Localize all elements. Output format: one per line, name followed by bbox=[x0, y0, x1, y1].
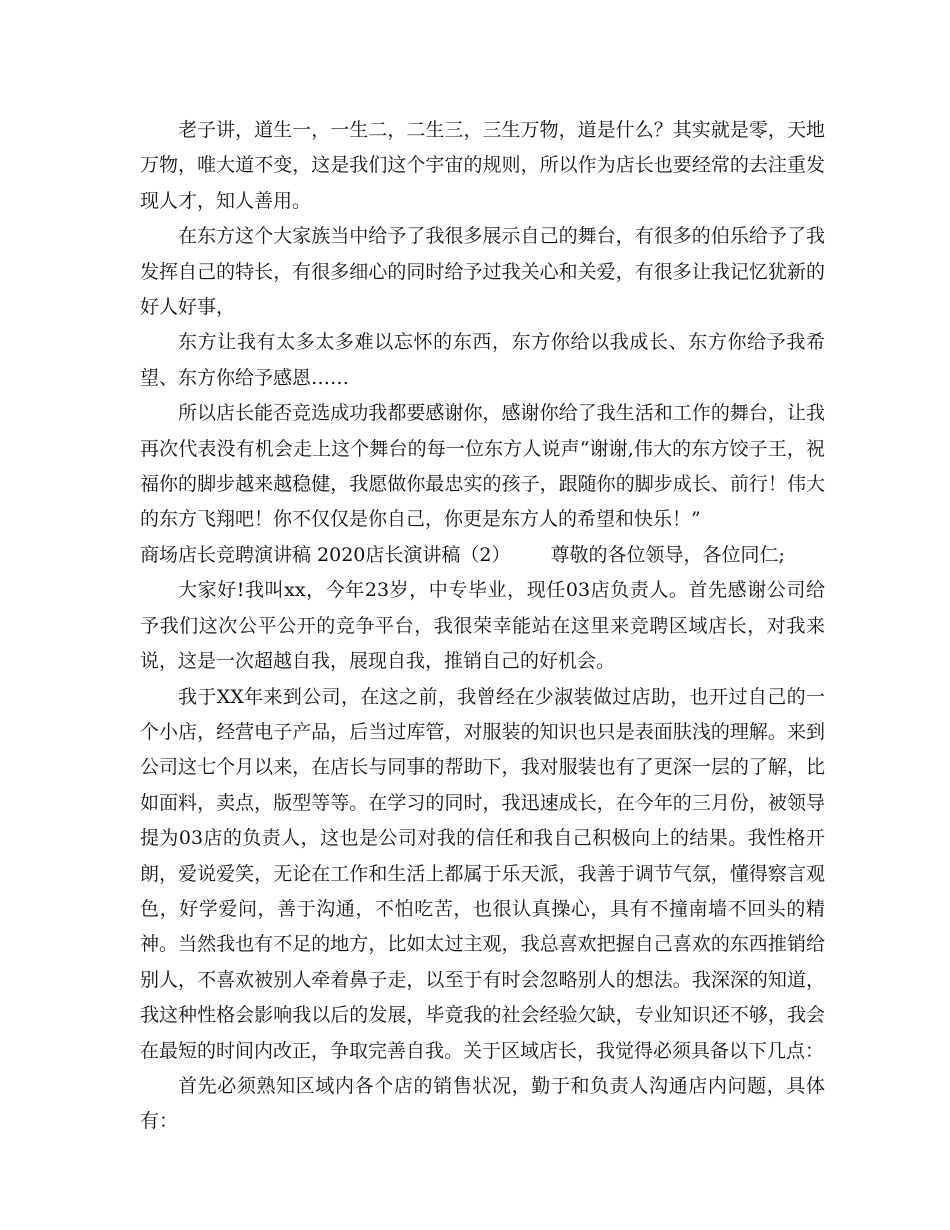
document-body bbox=[140, 113, 825, 1140]
salutation: 尊敬的各位领导，各位同仁; bbox=[550, 543, 785, 566]
section-title: 商场店长竞聘演讲稿 2020店长演讲稿（2） bbox=[140, 543, 511, 566]
section-title-line bbox=[140, 538, 825, 573]
paragraph: 老子讲，道生一，一生二，二生三，三生万物，道是什么？其实就是零，天地万物，唯大道不变，这是我们这个宇宙的规则，所以作为店长也要经常的去注重发现人才，知人善用。 bbox=[140, 119, 825, 212]
paragraph: 所以店长能否竞选成功我都要感谢你，感谢你给了我生活和工作的舞台，让我再次代表没有机会走上这个舞台的每一位东方人说声“谢谢,伟大的东方饺子王，祝福你的脚步越来越稳健，我愿做你最忠实的孩子，跟随你的脚步成长、前行！伟大的东方飞翔吧！你不仅仅是你自己，你更是东方人的希望和快乐！” bbox=[140, 402, 825, 531]
paragraph: 在东方这个大家族当中给予了我很多展示自己的舞台，有很多的伯乐给予了我发挥自己的特长，有很多细心的同时给予过我关心和关爱，有很多让我记忆犹新的好人好事， bbox=[140, 225, 825, 319]
paragraph: 大家好!我叫xx，今年23岁，中专毕业，现任03店负责人。首先感谢公司给予我们这次公平公开的竞争平台，我很荣幸能站在这里来竞聘区域店长，对我来说，这是一次超越自我，展现自我，推销自己的好机会。 bbox=[140, 579, 825, 673]
paragraph: 首先必须熟知区域内各个店的销售状况，勤于和负责人沟通店内问题，具体有： bbox=[140, 1074, 825, 1133]
paragraph: 我于XX年来到公司，在这之前，我曾经在少淑装做过店助，也开过自己的一个小店，经营电子产品，后当过库管，对服装的知识也只是表面肤浅的理解。来到公司这七个月以来，在店长与同事的帮助下，我对服装也有了更深一层的了解，比如面料，卖点，版型等等。在学习的同时，我迅速成长，在今年的三月份，被领导提为03店的负责人，这也是公司对我的信任和我自己积极向上的结果。我性格开朗，爱说爱笑，无论在工作和生活上都属于乐天派，我善于调节气氛，懂得察言观色，好学爱问，善于沟通，不怕吃苦，也很认真操心，具有不撞南墙不回头的精神。当然我也有不足的地方，比如太过主观，我总喜欢把握自己喜欢的东西推销给别人，不喜欢被别人牵着鼻子走，以至于有时会忽略别人的想法。我深深的知道，我这种性格会影响我以后的发展，毕竟我的社会经验欠缺，专业知识还不够，我会在最短的时间内改正，争取完善自我。关于区域店长，我觉得必须具备以下几点： bbox=[140, 685, 825, 1062]
paragraph: 东方让我有太多太多难以忘怀的东西，东方你给以我成长、东方你给予我希望、东方你给予感恩…… bbox=[140, 331, 825, 389]
